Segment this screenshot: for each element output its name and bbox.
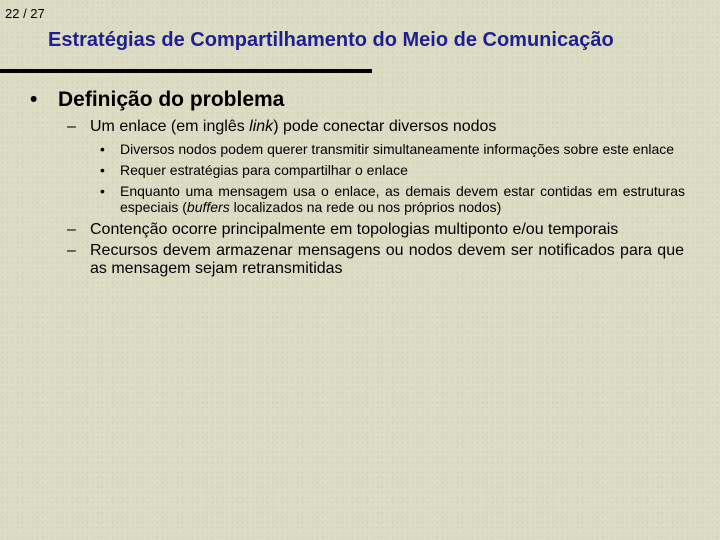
bullet-marker: • — [30, 88, 38, 111]
sub-list-item — [100, 141, 690, 157]
sub-list-item-text: Diversos nodos podem querer transmitir simultaneamente informações sobre este enlace — [120, 141, 675, 157]
list-item-text: Recursos devem armazenar mensagens ou nodos devem ser notificados para que as mensagem sejam retransmitidas — [90, 242, 684, 277]
slide-counter: 22 / 27 — [5, 6, 45, 21]
text-run: Enquanto uma mensagem usa o enlace, as demais devem estar contidas em estruturas especiais ( — [120, 183, 685, 215]
bullet-marker: • — [100, 162, 105, 178]
list-item — [67, 242, 690, 278]
sub-list-item — [100, 162, 690, 178]
list-item-text — [90, 118, 684, 136]
bullet-marker: • — [100, 141, 105, 157]
italic-term: buffers — [186, 199, 230, 215]
slide-title: Estratégias de Compartilhamento do Meio de Comunicação — [48, 29, 614, 51]
list-item — [67, 118, 690, 136]
heading-text: Definição do problema — [58, 88, 285, 111]
text-run: Um enlace (em inglês — [90, 118, 250, 135]
dash-marker: – — [67, 221, 76, 238]
slide-content — [30, 88, 690, 278]
list-item — [67, 221, 690, 239]
dash-marker: – — [67, 242, 76, 259]
sub-list-item-text — [120, 183, 685, 215]
sub-list-item — [100, 183, 690, 215]
italic-term: link — [249, 118, 274, 135]
text-run: localizados na rede ou nos próprios nodos) — [229, 199, 502, 215]
bullet-marker: • — [100, 183, 105, 199]
title-underline — [0, 69, 372, 73]
text-run: ) pode conectar diversos nodos — [273, 118, 497, 135]
heading-bullet — [30, 88, 690, 112]
list-item-text: Contenção ocorre principalmente em topologias multiponto e/ou temporais — [90, 221, 619, 238]
sub-list-item-text: Requer estratégias para compartilhar o enlace — [120, 162, 408, 178]
dash-marker: – — [67, 118, 76, 135]
